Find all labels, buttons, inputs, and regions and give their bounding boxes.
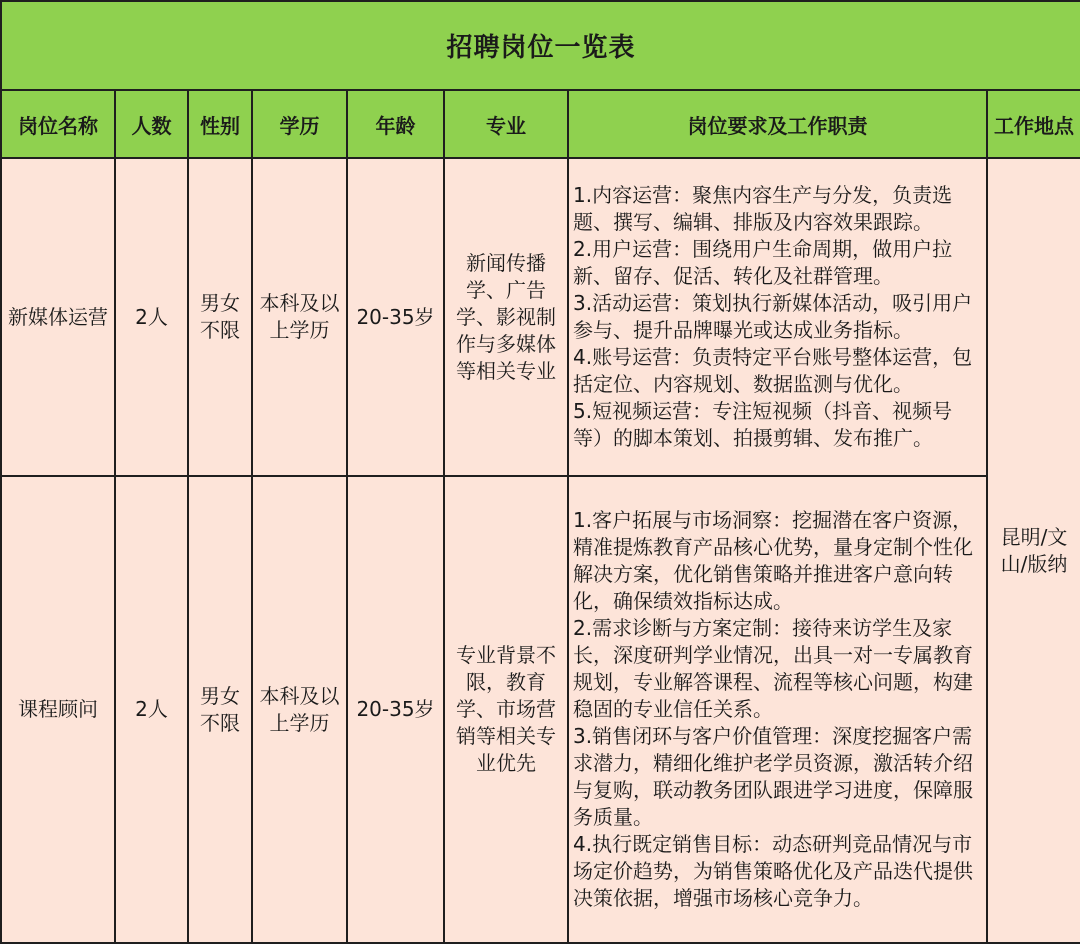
education-requirement: 本科及以上学历 [252,158,347,476]
duty-item: 4.执行既定销售目标：动态研判竞品情况与市场定价趋势，为销售策略优化及产品迭代提供决策依据，增强市场核心竞争力。 [573,832,973,910]
header-education: 学历 [252,90,347,158]
duty-item: 2.需求诊断与方案定制：接待来访学生及家长，深度研判学业情况，出具一对一专属教育规划，专业解答课程、流程等核心问题，构建稳固的专业信任关系。 [573,616,973,721]
duty-item: 5.短视频运营：专注短视频（抖音、视频号等）的脚本策划、拍摄剪辑、发布推广。 [573,399,953,450]
table-row [1,158,1080,476]
header-position-name: 岗位名称 [1,90,115,158]
duty-item: 1.客户拓展与市场洞察：挖掘潜在客户资源，精准提炼教育产品核心优势，量身定制个性化解决方案，优化销售策略并推进客户意向转化，确保绩效指标达成。 [573,508,973,613]
major-requirement: 新闻传播学、广告学、影视制作与多媒体等相关专业 [444,158,568,476]
work-location: 昆明/文山/版纳 [987,158,1080,943]
headcount: 2人 [115,158,188,476]
header-gender: 性别 [188,90,252,158]
header-age: 年龄 [347,90,444,158]
headcount: 2人 [115,476,188,943]
duty-item: 2.用户运营：围绕用户生命周期，做用户拉新、留存、促活、转化及社群管理。 [573,237,953,288]
age-requirement: 20-35岁 [347,158,444,476]
header-major: 专业 [444,90,568,158]
table-title: 招聘岗位一览表 [1,1,1080,90]
table-row [1,476,1080,943]
header-location: 工作地点 [987,90,1080,158]
position-name: 课程顾问 [1,476,115,943]
duty-item: 3.活动运营：策划执行新媒体活动，吸引用户参与、提升品牌曝光或达成业务指标。 [573,291,973,342]
header-row [1,90,1080,158]
gender-requirement: 男女不限 [188,476,252,943]
duty-item: 1.内容运营：聚焦内容生产与分发，负责选题、撰写、编辑、排版及内容效果跟踪。 [573,183,953,234]
education-requirement: 本科及以上学历 [252,476,347,943]
header-duties: 岗位要求及工作职责 [568,90,987,158]
gender-requirement: 男女不限 [188,158,252,476]
major-requirement: 专业背景不限，教育学、市场营销等相关专业优先 [444,476,568,943]
duties-cell [568,476,987,943]
header-count: 人数 [115,90,188,158]
duty-item: 3.销售闭环与客户价值管理：深度挖掘客户需求潜力，精细化维护老学员资源，激活转介绍与复购，联动教务团队跟进学习进度，保障服务质量。 [573,724,973,829]
position-name: 新媒体运营 [1,158,115,476]
duties-cell [568,158,987,476]
duty-item: 4.账号运营：负责特定平台账号整体运营，包括定位、内容规划、数据监测与优化。 [573,345,973,396]
age-requirement: 20-35岁 [347,476,444,943]
